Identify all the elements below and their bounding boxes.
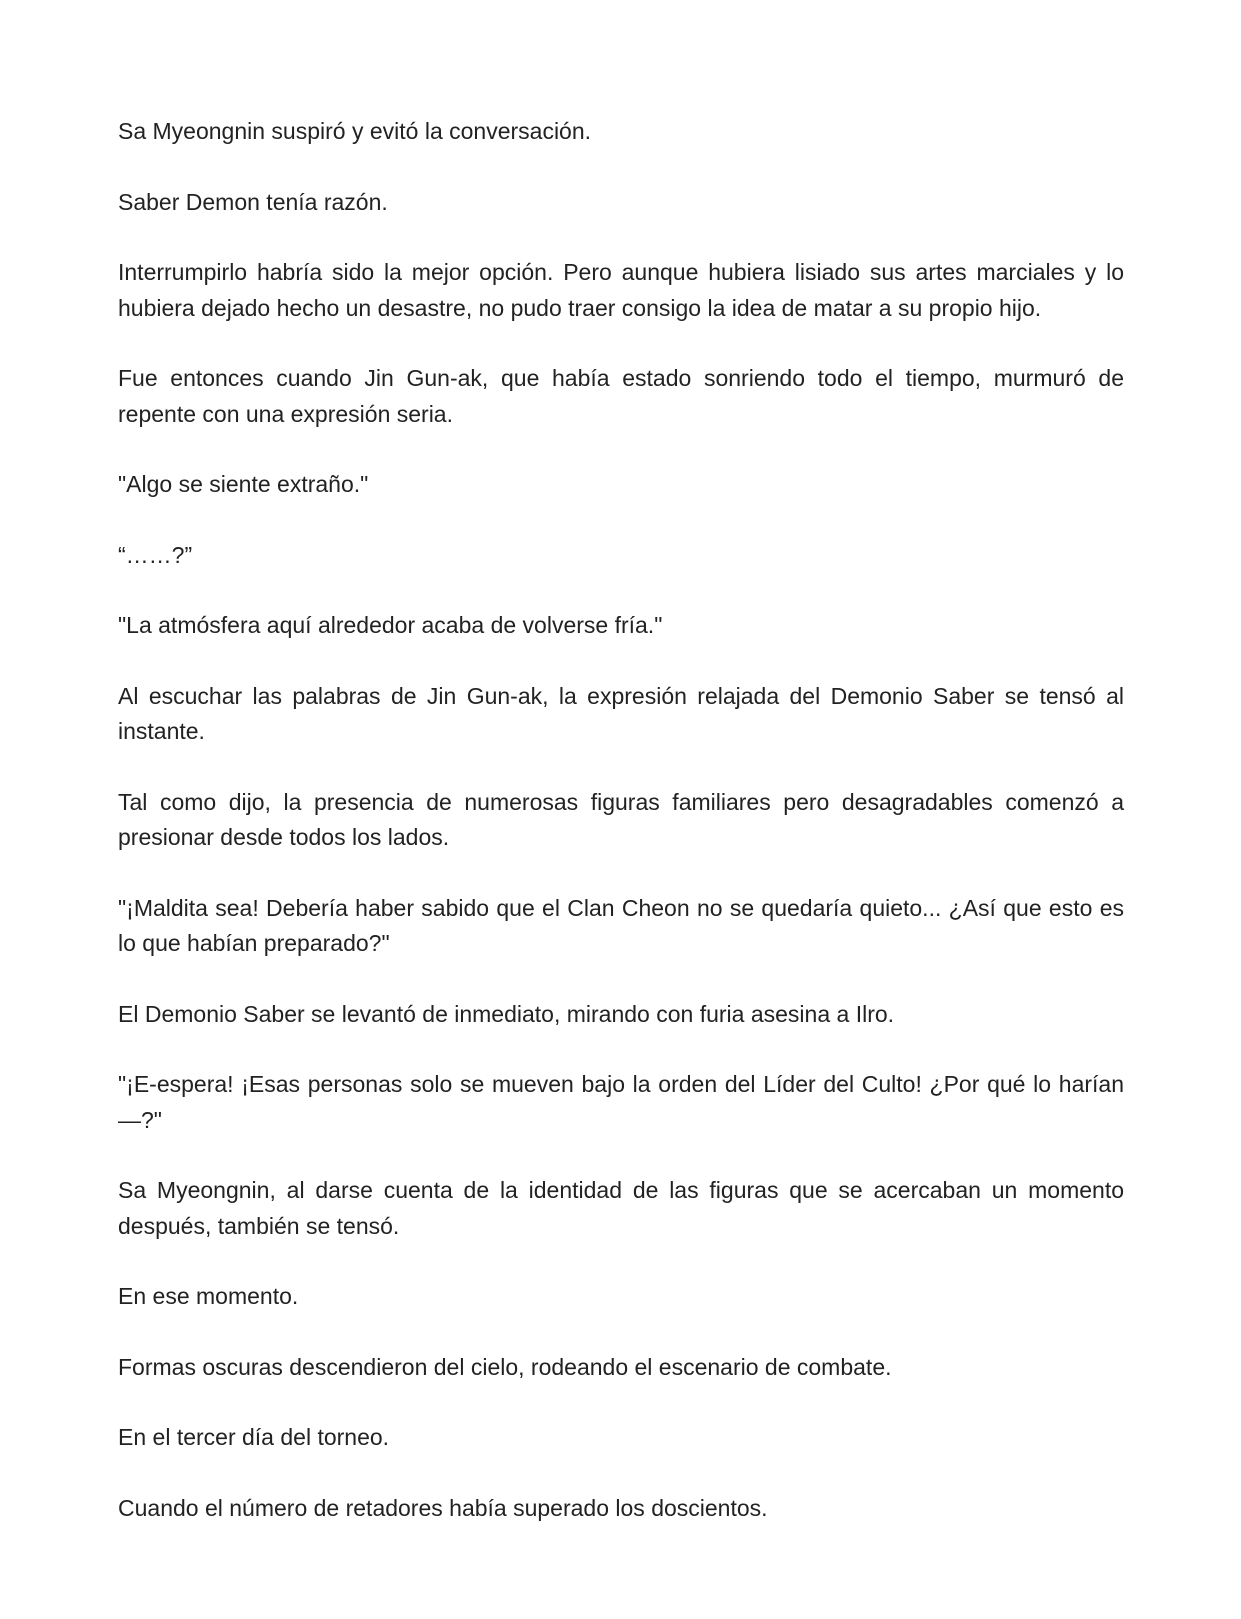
paragraph: Sa Myeongnin suspiró y evitó la conversación. — [118, 118, 592, 144]
paragraph: Saber Demon tenía razón. — [118, 188, 388, 215]
paragraph: "La atmósfera aquí alrededor acaba de volverse fría." — [118, 612, 663, 638]
paragraph: Tal como dijo, la presencia de numerosas figuras familiares pero desagradables comenzó a presionar desde todos los lados. — [118, 788, 1124, 850]
paragraph: Interrumpirlo habría sido la mejor opción. Pero aunque hubiera lisiado sus artes marciales y lo hubiera dejado hecho un desastre, no pudo traer consigo la idea de matar a su propio hijo. — [118, 259, 1124, 321]
paragraph: “……?” — [118, 541, 193, 568]
paragraph: Sa Myeongnin, al darse cuenta de la identidad de las figuras que se acercaban un momento después, también se tensó. — [118, 1177, 1124, 1239]
paragraph: "¡Maldita sea! Debería haber sabido que el Clan Cheon no se quedaría quieto... ¿Así que esto es lo que habían preparado?" — [118, 894, 1124, 956]
paragraph: Formas oscuras descendieron del cielo, rodeando el escenario de combate. — [118, 1353, 892, 1380]
paragraph: Cuando el número de retadores había superado los doscientos. — [118, 1494, 768, 1521]
paragraph: "Algo se siente extraño." — [118, 471, 369, 497]
paragraph: En ese momento. — [118, 1283, 299, 1309]
paragraph: En el tercer día del torneo. — [118, 1424, 390, 1450]
paragraph: Al escuchar las palabras de Jin Gun-ak, la expresión relajada del Demonio Saber se tensó al instante. — [118, 682, 1124, 744]
paragraph: "¡E-espera! ¡Esas personas solo se mueven bajo la orden del Líder del Culto! ¿Por qué lo harían—?" — [118, 1071, 1124, 1133]
document-body — [118, 114, 1124, 1561]
paragraph: El Demonio Saber se levantó de inmediato, mirando con furia asesina a Ilro. — [118, 1000, 895, 1027]
paragraph: Fue entonces cuando Jin Gun-ak, que había estado sonriendo todo el tiempo, murmuró de repente con una expresión seria. — [118, 365, 1124, 427]
